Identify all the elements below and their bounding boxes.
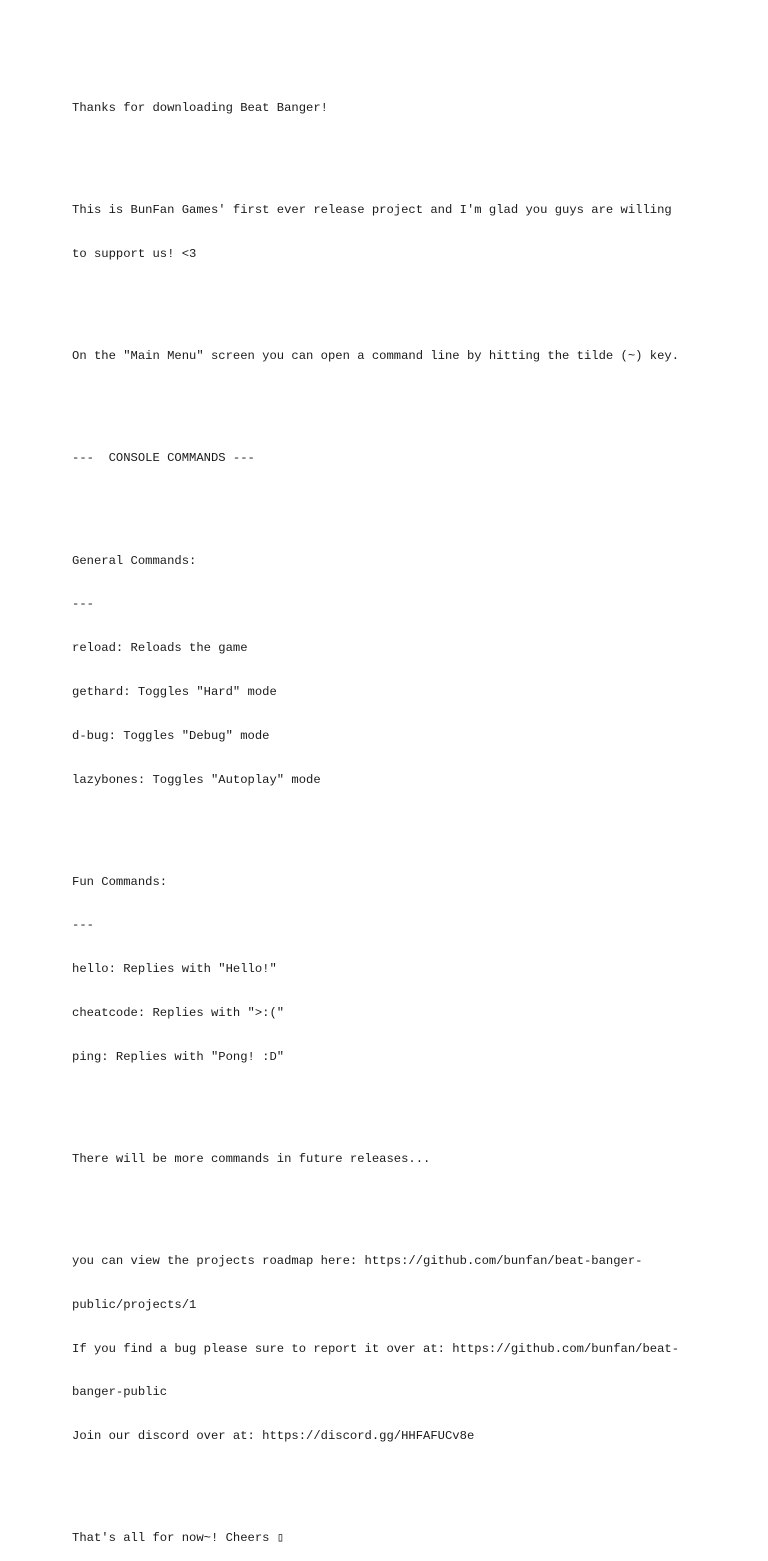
console-commands-heading: --- CONSOLE COMMANDS --- (72, 451, 255, 466)
future-note-line: There will be more commands in future releases... (72, 1151, 431, 1166)
blank-line (72, 291, 712, 306)
support-line: This is BunFan Games' first ever release project and I'm glad you guys are willing (72, 203, 672, 218)
discord-line: Join our discord over at: https://discord.gg/HHFAFUCv8e (72, 1429, 475, 1444)
blank-line (72, 393, 712, 408)
general-commands-heading: General Commands: (72, 553, 197, 568)
roadmap-line-continued: public/projects/1 (72, 1297, 197, 1312)
blank-line (72, 145, 712, 160)
bug-report-line-continued: banger-public (72, 1385, 168, 1400)
roadmap-line: you can view the projects roadmap here: https://github.com/bunfan/beat-banger- (72, 1254, 643, 1269)
command-item-lazybones: lazybones: Toggles "Autoplay" mode (72, 772, 321, 787)
blank-line (72, 495, 712, 510)
command-item-ping: ping: Replies with "Pong! :D" (72, 1049, 285, 1064)
blank-line (72, 1473, 712, 1488)
command-item-gethard: gethard: Toggles "Hard" mode (72, 684, 277, 699)
blank-line (72, 1094, 712, 1109)
console-hint-line: On the "Main Menu" screen you can open a command line by hitting the tilde (~) key. (72, 349, 680, 364)
support-line-continued: to support us! <3 (72, 247, 197, 262)
blank-line (72, 816, 712, 831)
command-item-d-bug: d-bug: Toggles "Debug" mode (72, 728, 270, 743)
closing-line: That's all for now~! Cheers ▯ (72, 1531, 285, 1546)
intro-line: Thanks for downloading Beat Banger! (72, 101, 328, 116)
general-commands-divider: --- (72, 597, 94, 612)
command-item-cheatcode: cheatcode: Replies with ">:(" (72, 1006, 285, 1020)
fun-commands-heading: Fun Commands: (72, 874, 168, 889)
document-page (72, 72, 712, 1561)
fun-commands-divider: --- (72, 918, 94, 933)
bug-report-line: If you find a bug please sure to report it over at: https://github.com/bunfan/beat- (72, 1341, 680, 1356)
blank-line (72, 1196, 712, 1211)
command-item-hello: hello: Replies with "Hello!" (72, 962, 277, 977)
command-item-reload: reload: Reloads the game (72, 641, 248, 656)
